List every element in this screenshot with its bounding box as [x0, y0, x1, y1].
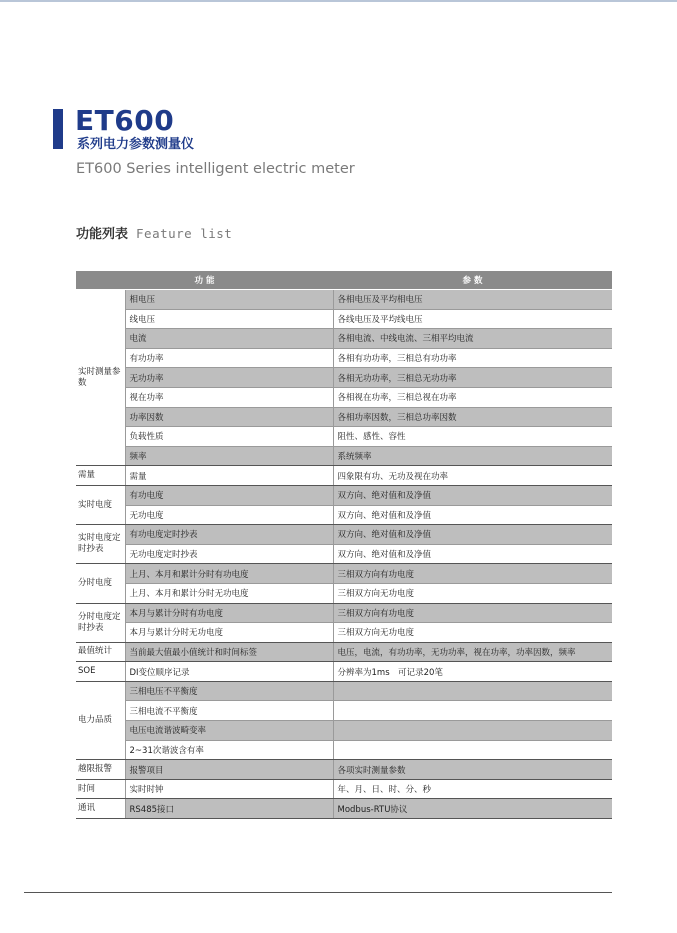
- table-row: [76, 701, 612, 721]
- table-row: [76, 505, 612, 525]
- function-cell: 上月、本月和累计分时无功电度: [125, 583, 333, 603]
- param-cell: Modbus-RTU协议: [333, 799, 612, 819]
- param-cell: [333, 681, 612, 701]
- category-comm: 通讯: [76, 799, 125, 819]
- function-cell: 报警项目: [125, 760, 333, 780]
- function-cell: 有功功率: [125, 348, 333, 368]
- param-cell: [333, 740, 612, 760]
- table-row: [76, 466, 612, 486]
- param-cell: 各相功率因数，三相总功率因数: [333, 407, 612, 427]
- param-cell: 三相双方向有功电度: [333, 564, 612, 584]
- table-row: [76, 329, 612, 349]
- param-cell: 各相电流、中线电流、三相平均电流: [333, 329, 612, 349]
- category-energy: 实时电度: [76, 485, 125, 524]
- function-cell: 负载性质: [125, 427, 333, 447]
- table-row: [76, 583, 612, 603]
- function-cell: 需量: [125, 466, 333, 486]
- table-header-row: [76, 271, 612, 290]
- param-cell: 分辨率为1ms 可记录20笔: [333, 662, 612, 682]
- table-row: [76, 721, 612, 741]
- function-cell: 无功电度定时抄表: [125, 544, 333, 564]
- param-cell: 三相双方向有功电度: [333, 603, 612, 623]
- param-cell: 电压，电流，有功功率，无功功率，视在功率，功率因数，频率: [333, 642, 612, 662]
- product-title: ET600: [75, 104, 175, 137]
- table-row: [76, 564, 612, 584]
- table-row: [76, 779, 612, 799]
- category-demand: 需量: [76, 466, 125, 486]
- header-function: 功 能: [76, 271, 333, 290]
- function-cell: 无功电度: [125, 505, 333, 525]
- table-row: [76, 603, 612, 623]
- function-cell: 本月与累计分时有功电度: [125, 603, 333, 623]
- category-alarm: 越限报警: [76, 760, 125, 780]
- function-cell: 电流: [125, 329, 333, 349]
- category-tou: 分时电度: [76, 564, 125, 603]
- table-row: [76, 368, 612, 388]
- function-cell: 无功功率: [125, 368, 333, 388]
- table-row: [76, 525, 612, 545]
- param-cell: 三相双方向无功电度: [333, 623, 612, 643]
- param-cell: [333, 721, 612, 741]
- function-cell: 电压电流谐波畸变率: [125, 721, 333, 741]
- function-cell: DI变位顺序记录: [125, 662, 333, 682]
- param-cell: 双方向、绝对值和及净值: [333, 505, 612, 525]
- product-subtitle-en: ET600 Series intelligent electric meter: [76, 161, 355, 177]
- table-row: [76, 544, 612, 564]
- param-cell: [333, 701, 612, 721]
- table-row: [76, 309, 612, 329]
- param-cell: 四象限有功、无功及视在功率: [333, 466, 612, 486]
- table-row: [76, 681, 612, 701]
- table-row: [76, 623, 612, 643]
- function-cell: 实时时钟: [125, 779, 333, 799]
- function-cell: 有功电度: [125, 485, 333, 505]
- param-cell: 各线电压及平均线电压: [333, 309, 612, 329]
- function-cell: 三相电压不平衡度: [125, 681, 333, 701]
- product-subtitle-cn: 系列电力参数测量仪: [77, 137, 195, 152]
- bottom-rule: [24, 892, 612, 893]
- function-cell: 相电压: [125, 290, 333, 310]
- feature-table: [76, 271, 612, 819]
- table-row: [76, 407, 612, 427]
- table-row: [76, 387, 612, 407]
- category-extreme: 最值统计: [76, 642, 125, 662]
- function-cell: 本月与累计分时无功电度: [125, 623, 333, 643]
- function-cell: 当前最大值最小值统计和时间标签: [125, 642, 333, 662]
- category-tou-read: 分时电度定时抄表: [76, 603, 125, 642]
- category-soe: SOE: [76, 662, 125, 682]
- function-cell: RS485接口: [125, 799, 333, 819]
- category-time: 时间: [76, 779, 125, 799]
- function-cell: 三相电流不平衡度: [125, 701, 333, 721]
- function-cell: 2~31次谐波含有率: [125, 740, 333, 760]
- table-row: [76, 427, 612, 447]
- header-param: 参 数: [333, 271, 612, 290]
- section-title-en: Feature list: [136, 226, 233, 241]
- section-title: [76, 225, 232, 243]
- top-rule: [0, 0, 677, 2]
- param-cell: 各相视在功率，三相总视在功率: [333, 387, 612, 407]
- table-row: [76, 485, 612, 505]
- category-energy-read: 实时电度定时抄表: [76, 525, 125, 564]
- section-title-cn: 功能列表: [76, 227, 129, 242]
- table-row: [76, 662, 612, 682]
- param-cell: 双方向、绝对值和及净值: [333, 525, 612, 545]
- function-cell: 视在功率: [125, 387, 333, 407]
- param-cell: 阻性、感性、容性: [333, 427, 612, 447]
- param-cell: 双方向、绝对值和及净值: [333, 485, 612, 505]
- param-cell: 各相电压及平均相电压: [333, 290, 612, 310]
- category-realtime: 实时测量参数: [76, 290, 125, 466]
- function-cell: 频率: [125, 446, 333, 466]
- table-row: [76, 642, 612, 662]
- table-row: [76, 760, 612, 780]
- param-cell: 年、月、日、时、分、秒: [333, 779, 612, 799]
- table-row: [76, 799, 612, 819]
- function-cell: 功率因数: [125, 407, 333, 427]
- param-cell: 双方向、绝对值和及净值: [333, 544, 612, 564]
- param-cell: 系统频率: [333, 446, 612, 466]
- function-cell: 线电压: [125, 309, 333, 329]
- param-cell: 各相无功功率，三相总无功功率: [333, 368, 612, 388]
- function-cell: 上月、本月和累计分时有功电度: [125, 564, 333, 584]
- table-row: [76, 446, 612, 466]
- param-cell: 三相双方向无功电度: [333, 583, 612, 603]
- function-cell: 有功电度定时抄表: [125, 525, 333, 545]
- table-row: [76, 348, 612, 368]
- table-row: [76, 290, 612, 310]
- category-quality: 电力品质: [76, 681, 125, 759]
- title-accent-bar: [53, 109, 63, 149]
- table-row: [76, 740, 612, 760]
- param-cell: 各项实时测量参数: [333, 760, 612, 780]
- param-cell: 各相有功功率，三相总有功功率: [333, 348, 612, 368]
